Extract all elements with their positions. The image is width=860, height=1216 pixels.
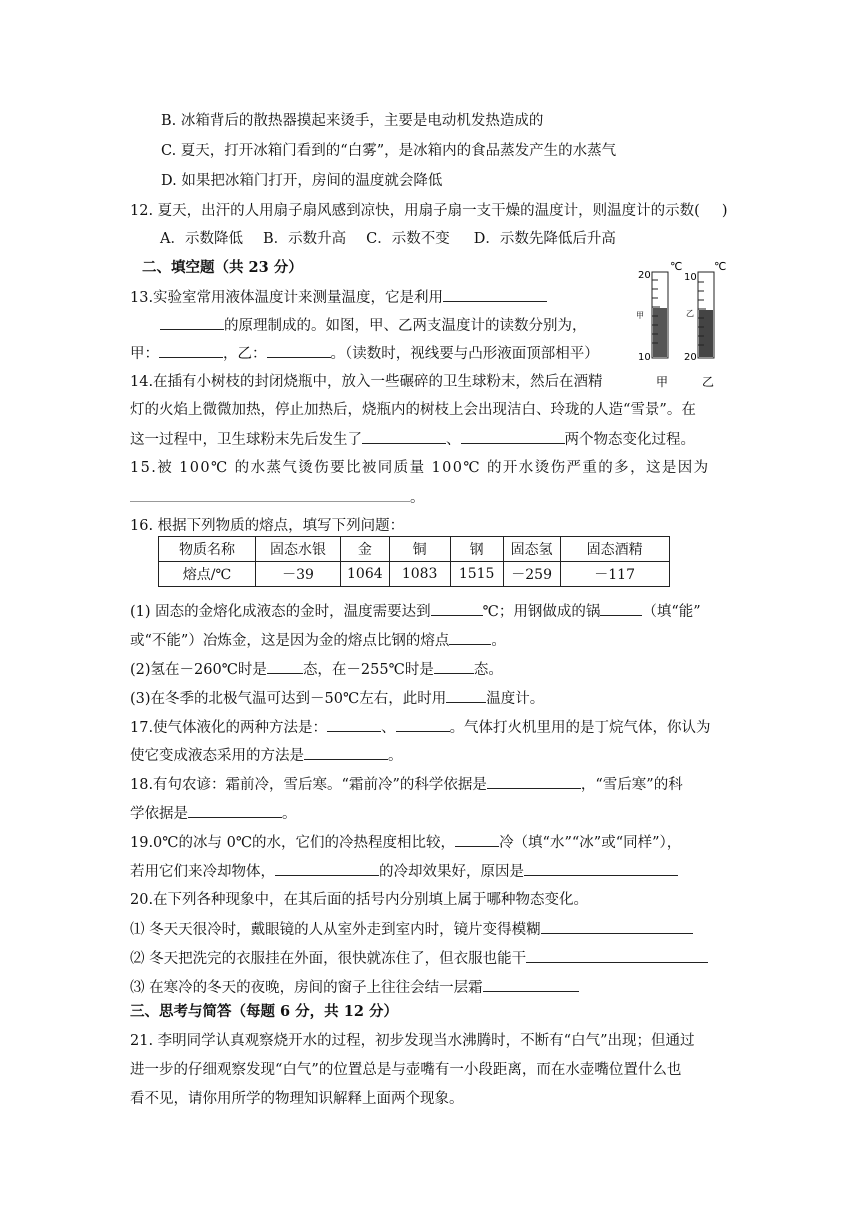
therm-left-mid-label: 甲: [636, 311, 644, 320]
q16-blank-compare[interactable]: [449, 630, 491, 645]
q13-line1: [130, 287, 547, 308]
therm-left-liquid: [653, 308, 667, 357]
therm-right-liquid: [699, 310, 713, 357]
q19-blank-colder[interactable]: [455, 832, 499, 847]
therm-right-bottom-tick: 20: [684, 352, 697, 363]
q12-options: [160, 229, 616, 249]
q13-blank-jia[interactable]: [159, 343, 223, 358]
table-header-cell: 钢: [450, 537, 503, 562]
table-cell: 1515: [450, 562, 503, 587]
q13-blank-principle-1[interactable]: [443, 287, 547, 302]
therm-right-mid-label: 乙: [686, 309, 694, 318]
q18-text2: ，“雪后寒”的科: [580, 777, 683, 793]
q12-option-b: B．示数升高: [262, 231, 347, 247]
therm-right-caption: 乙: [702, 375, 715, 389]
section-2-title: 二、填空题（共 23 分）: [142, 259, 303, 276]
q14-line3-tail: 两个物态变化过程。: [564, 432, 695, 448]
q12-paren-close: ): [721, 203, 728, 219]
q16-part3: [130, 688, 544, 709]
q16-part1-line2: [130, 630, 506, 651]
q17-blank-method-2[interactable]: [396, 717, 450, 732]
q18-text: 18.有句农谚：霜前冷，雪后寒。“霜前冷”的科学依据是: [130, 777, 487, 793]
q13-note: 。（读数时，视线要与凸形液面顶部相平）: [330, 346, 599, 362]
q16-part1-line1: [130, 601, 701, 622]
table-header-cell: 固态酒精: [560, 537, 669, 562]
q16-p1-text2: ℃；用钢做成的锅: [482, 604, 601, 620]
q15-line1: 15.被 100℃ 的水蒸气烫伤要比被同质量 100℃ 的开水烫伤严重的多，这是因为: [130, 460, 710, 476]
q18-period: 。: [282, 806, 297, 822]
therm-left-unit: ℃: [670, 260, 683, 273]
therm-left-bottom-tick: 10: [638, 352, 651, 363]
q17-sep: 、: [381, 720, 396, 736]
q13-blank-principle-2[interactable]: [160, 315, 224, 330]
q18-line1: [130, 774, 683, 795]
q16-part2: [130, 659, 503, 680]
q18-line2: [130, 803, 297, 824]
q16-p2-text3: 态。: [473, 662, 503, 678]
q18-text3: 学依据是: [130, 806, 188, 822]
q14-line2: 灯的火焰上微微加热，停止加热后，烧瓶内的树枝上会出现洁白、玲珑的人造“雪景”。在: [130, 402, 696, 418]
q20-part3: [130, 977, 579, 998]
table-header-cell: 固态氢: [503, 537, 560, 562]
q15-line2: [130, 487, 425, 508]
q13-blank-yi[interactable]: [267, 343, 331, 358]
q14-blank-1[interactable]: [362, 429, 446, 444]
q21-line1: 21. 李明同学认真观察烧开水的过程，初步发现当水沸腾时，不断有“白气”出现；但通过: [130, 1033, 695, 1049]
table-row: [159, 537, 670, 562]
q19-blank-better[interactable]: [275, 861, 379, 876]
q17-line2: [130, 745, 403, 766]
q17-blank-method-1[interactable]: [327, 717, 381, 732]
q17-text2: 。气体打火机里用的是丁烷气体，你认为: [449, 720, 711, 736]
table-cell: －39: [256, 562, 341, 587]
q13-line2: [160, 315, 587, 336]
q20-blank-1[interactable]: [541, 919, 693, 934]
q20-part1: [130, 919, 693, 940]
q12-stem-text: 12. 夏天，出汗的人用扇子扇风感到凉快，用扇子扇一支干燥的温度计，则温度计的示数(: [130, 203, 700, 219]
section-3-title: 三、思考与简答（每题 6 分，共 12 分）: [130, 1003, 398, 1020]
q19-text: 19.0℃的冰与 0℃的水，它们的冷热程度相比较，: [130, 835, 456, 851]
q17-text: 17.使气体液化的两种方法是：: [130, 720, 328, 736]
q13-line1-text: 13.实验室常用液体温度计来测量温度，它是利用: [130, 290, 444, 306]
table-row: [159, 562, 670, 587]
q16-blank-can[interactable]: [600, 601, 642, 616]
q17-line1: [130, 717, 711, 738]
q14-line3: [130, 429, 695, 450]
q20-p2-text: ⑵ 冬天把洗完的衣服挂在外面，很快就冻住了，但衣服也能干: [130, 951, 527, 967]
table-header-cell: 物质名称: [159, 537, 256, 562]
q16-p1-text: (1) 固态的金熔化成液态的金时，温度需要达到: [130, 604, 431, 620]
q20-p3-text: ⑶ 在寒冷的冬天的夜晚，房间的窗子上往往会结一层霜: [130, 980, 483, 996]
q18-blank-snow[interactable]: [188, 803, 282, 818]
q15-blank-reason[interactable]: [130, 487, 410, 502]
q12-option-d: D．示数先降低后升高: [473, 231, 616, 247]
q11-option-c: C. 夏天，打开冰箱门看到的“白雾”，是冰箱内的食品蒸发产生的水蒸气: [161, 143, 617, 159]
table-cell: －117: [560, 562, 669, 587]
q16-p1-text3: （填“能”: [642, 604, 701, 620]
q13-line3: [130, 343, 599, 364]
q21-line2: 进一步的仔细观察发现“白气”的位置总是与壶嘴有一小段距离，而在水壶嘴位置什么也: [130, 1062, 682, 1078]
q17-text3: 使它变成液态采用的方法是: [130, 748, 304, 764]
q16-blank-state-2[interactable]: [434, 659, 474, 674]
therm-right-top-tick: 10: [684, 272, 697, 283]
q14-line1: 14.在插有小树枝的封闭烧瓶中，放入一些碾碎的卫生球粉末，然后在酒精: [130, 374, 603, 390]
q16-stem: 16. 根据下列物质的熔点，填写下列问题：: [130, 518, 405, 534]
q15-period: 。: [410, 490, 425, 506]
therm-right-unit: ℃: [714, 260, 727, 273]
table-header-cell: 铜: [389, 537, 450, 562]
q20-blank-2[interactable]: [526, 948, 708, 963]
q19-text2: 冷（填“水”“冰”或“同样”），: [499, 835, 682, 851]
q13-label-yi: ，乙：: [223, 346, 267, 362]
q16-p2-text2: 态，在－255℃时是: [302, 662, 434, 678]
q16-blank-temp[interactable]: [431, 601, 483, 616]
q18-blank-frost[interactable]: [487, 774, 581, 789]
table-cell: 1083: [389, 562, 450, 587]
q16-blank-thermometer[interactable]: [446, 688, 486, 703]
q13-label-jia: 甲：: [130, 346, 159, 362]
q12-option-a: A．示数降低: [160, 231, 243, 247]
q14-sep: 、: [446, 432, 461, 448]
table-cell: －259: [503, 562, 560, 587]
q19-text3: 若用它们来冷却物体，: [130, 864, 275, 880]
q11-option-b: B. 冰箱背后的散热器摸起来烫手，主要是电动机发热造成的: [161, 113, 544, 129]
q16-blank-state-1[interactable]: [267, 659, 303, 674]
q14-line3-text: 这一过程中，卫生球粉末先后发生了: [130, 432, 362, 448]
q20-part2: [130, 948, 708, 969]
q19-text4: 的冷却效果好，原因是: [379, 864, 524, 880]
q20-stem: 20.在下列各种现象中，在其后面的括号内分别填上属于哪种物态变化。: [130, 892, 589, 908]
q16-p2-text: (2)氢在－260℃时是: [130, 662, 267, 678]
q19-line1: [130, 832, 681, 853]
q17-blank-method-used[interactable]: [304, 745, 388, 760]
table-cell: 1064: [341, 562, 390, 587]
q12-stem: [130, 201, 728, 221]
q14-blank-2[interactable]: [461, 429, 565, 444]
q21-line3: 看不见，请你用所学的物理知识解释上面两个现象。: [130, 1091, 464, 1107]
q16-p3-text: (3)在冬季的北极气温可达到－50℃左右，此时用: [130, 691, 447, 707]
table-cell: 熔点/℃: [159, 562, 256, 587]
thermometer-figure: [634, 258, 734, 398]
q16-p1-text4: 或“不能”）冶炼金，这是因为金的熔点比钢的熔点: [130, 633, 450, 649]
q12-option-c: C．示数不变: [366, 231, 450, 247]
q13-line2-text: 的原理制成的。如图，甲、乙两支温度计的读数分别为，: [224, 318, 587, 334]
q11-option-d: D. 如果把冰箱门打开，房间的温度就会降低: [161, 173, 443, 189]
therm-left-top-tick: 20: [638, 270, 651, 281]
q20-p1-text: ⑴ 冬天天很冷时，戴眼镜的人从室外走到室内时，镜片变得模糊: [130, 922, 541, 938]
q19-blank-reason[interactable]: [524, 861, 678, 876]
q16-p3-text2: 温度计。: [486, 691, 545, 707]
q20-blank-3[interactable]: [483, 977, 579, 992]
table-header-cell: 金: [341, 537, 390, 562]
q17-period: 。: [388, 748, 403, 764]
table-header-cell: 固态水银: [256, 537, 341, 562]
q16-p1-period: 。: [491, 633, 506, 649]
q19-line2: [130, 861, 678, 882]
melting-point-table: [158, 536, 670, 587]
therm-left-caption: 甲: [656, 375, 669, 389]
